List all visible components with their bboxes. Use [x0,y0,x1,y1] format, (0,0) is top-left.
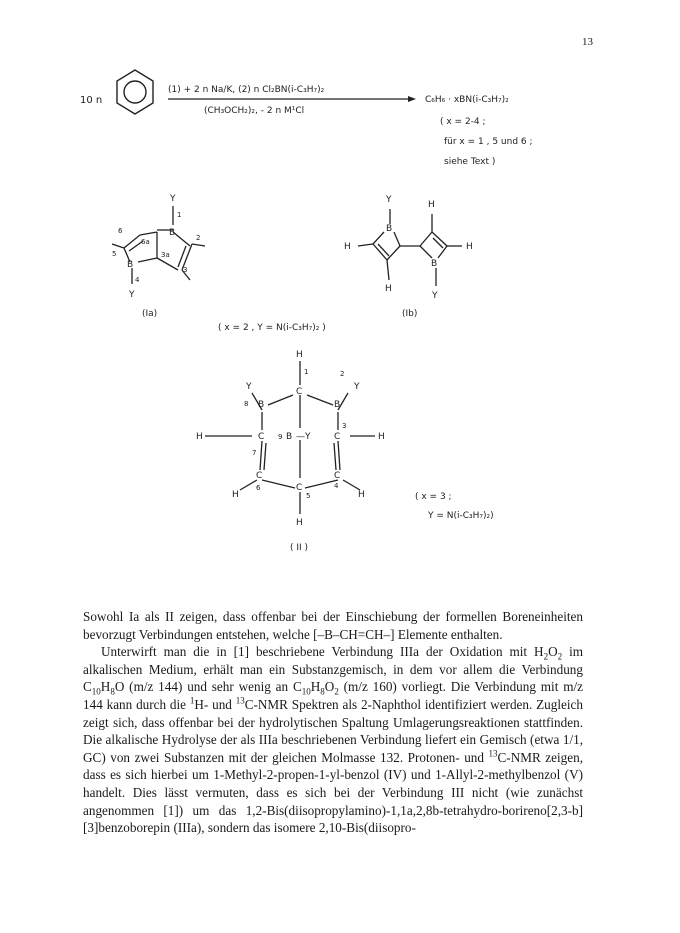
svg-text:Y: Y [432,291,438,301]
paragraph-1: Sowohl Ia als II zeigen, dass offenbar bei der Einschiebung der formellen Boreneinheiten bevorzugt Verbindungen entstehen, welche [–B–CH=CH–] Elemente enthalten. [83,609,583,642]
svg-text:Y: Y [386,195,392,205]
svg-text:5: 5 [306,492,311,500]
structure-ib-label: (Ib) [402,309,418,319]
structure-ia [112,206,205,284]
svg-text:B: B [286,432,293,442]
svg-text:2: 2 [196,234,201,242]
structure-ii-label: ( II ) [290,543,309,553]
condition-x2: ( x = 2 , Y = N(i-C₃H₇)₂ ) [218,323,326,333]
svg-text:7: 7 [252,449,257,457]
svg-text:4: 4 [334,482,339,490]
svg-text:B: B [258,400,265,410]
svg-text:1: 1 [304,368,309,376]
body-text [83,608,583,837]
svg-text:3a: 3a [161,251,170,259]
svg-text:—Y: —Y [296,432,311,442]
svg-text:H: H [296,350,303,360]
svg-text:H: H [296,518,303,528]
reagent-below: (CH₃OCH₂)₂, - 2 n M¹Cl [204,106,305,116]
svg-text:B: B [334,400,341,410]
svg-text:8: 8 [244,400,249,408]
svg-text:H: H [378,432,385,442]
reagent-above: (1) + 2 n Na/K, (2) n Cl₂BN(i-C₃H₇)₂ [168,85,325,95]
svg-text:H: H [358,490,365,500]
structure-ia-label: (Ia) [142,309,158,319]
svg-text:B: B [386,224,393,234]
svg-text:3: 3 [342,422,347,430]
svg-text:6: 6 [256,484,261,492]
svg-text:Y: Y [246,382,252,392]
svg-text:H: H [428,200,435,210]
structure-ib [358,209,462,286]
svg-text:C: C [334,471,341,481]
structure-ii-atoms [196,350,385,528]
paragraph-2: Unterwirft man die in [1] beschriebene Verbindung IIIa der Oxidation mit $H_2O_2$ im alkalischen Medium, erhält man ein Substanzgemisch, in dem vor allem die Verbindung $C_{10}H_8O$ (m/z 144) und sehr wenig an $C_{10}H_8O_2$ (m/z 160) vorliegt. Die Verbindung mit m/z 144 kann durch die $^1$H- und $^{13}$C-NMR Spektren als 2-Naphthol identifiziert werden. Zugleich zeigt sich, dass offenbar bei der hydrolytischen Spaltung Umlagerungsreaktionen stattfinden. Die alkalische Hydrolyse der als IIIa beschriebenen Verbindung liefert ein Gemisch (etwa 1/1, GC) von zwei Substanzen mit der gleichen Molmasse 132. Protonen- und $^{13}$C-NMR zeigen, dass es sich hierbei um 1-Methyl-2-propen-1-yl-benzol (IV) und 1-Allyl-2-methylbenzol (V) handelt. Dies lässt vermuten, dass es sich bei der Verbindung III nicht (wie zunächst angenommen [1]) um das 1,2-Bis(diisopropylamino)-1,1a,2,8b-tetrahydro-borireno[2,3-b][3]benzoborepin (IIIa), sondern das isomere 2,10-Bis(diisopro- [83,644,584,836]
svg-text:C: C [258,432,265,442]
svg-text:H: H [466,242,473,252]
page-number: 13 [582,36,593,48]
svg-text:5: 5 [112,250,117,258]
svg-text:Y: Y [129,290,135,300]
svg-text:6: 6 [118,227,123,235]
svg-text:B: B [169,228,176,238]
note-line-3: siehe Text ) [444,157,496,167]
svg-text:3: 3 [183,266,188,274]
note-line-1: ( x = 2-4 ; [440,117,486,127]
svg-text:C: C [296,387,303,397]
svg-text:Y: Y [354,382,360,392]
structure-ib-atoms [344,195,473,301]
product-formula: C₆H₆ · xBN(i-C₃H₇)₂ [425,95,509,105]
svg-text:4: 4 [135,276,140,284]
svg-text:9: 9 [278,433,283,441]
svg-text:B: B [127,260,134,270]
svg-text:H: H [344,242,351,252]
svg-text:1: 1 [177,211,182,219]
arrow-head [408,96,416,102]
svg-text:H: H [232,490,239,500]
svg-text:C: C [296,483,303,493]
svg-text:C: C [334,432,341,442]
note-line-2: für x = 1 , 5 und 6 ; [444,137,533,147]
condition-x3-line-1: ( x = 3 ; [415,492,452,502]
condition-x3-line-2: Y = N(i-C₃H₇)₂) [428,511,494,521]
benzene-ring [117,70,153,114]
svg-text:C: C [256,471,263,481]
svg-text:Y: Y [170,194,176,204]
svg-text:H: H [196,432,203,442]
svg-text:2: 2 [340,370,345,378]
svg-text:H: H [385,284,392,294]
reactant-coefficient: 10 n [80,95,103,106]
svg-text:6a: 6a [141,238,150,246]
svg-text:B: B [431,259,438,269]
